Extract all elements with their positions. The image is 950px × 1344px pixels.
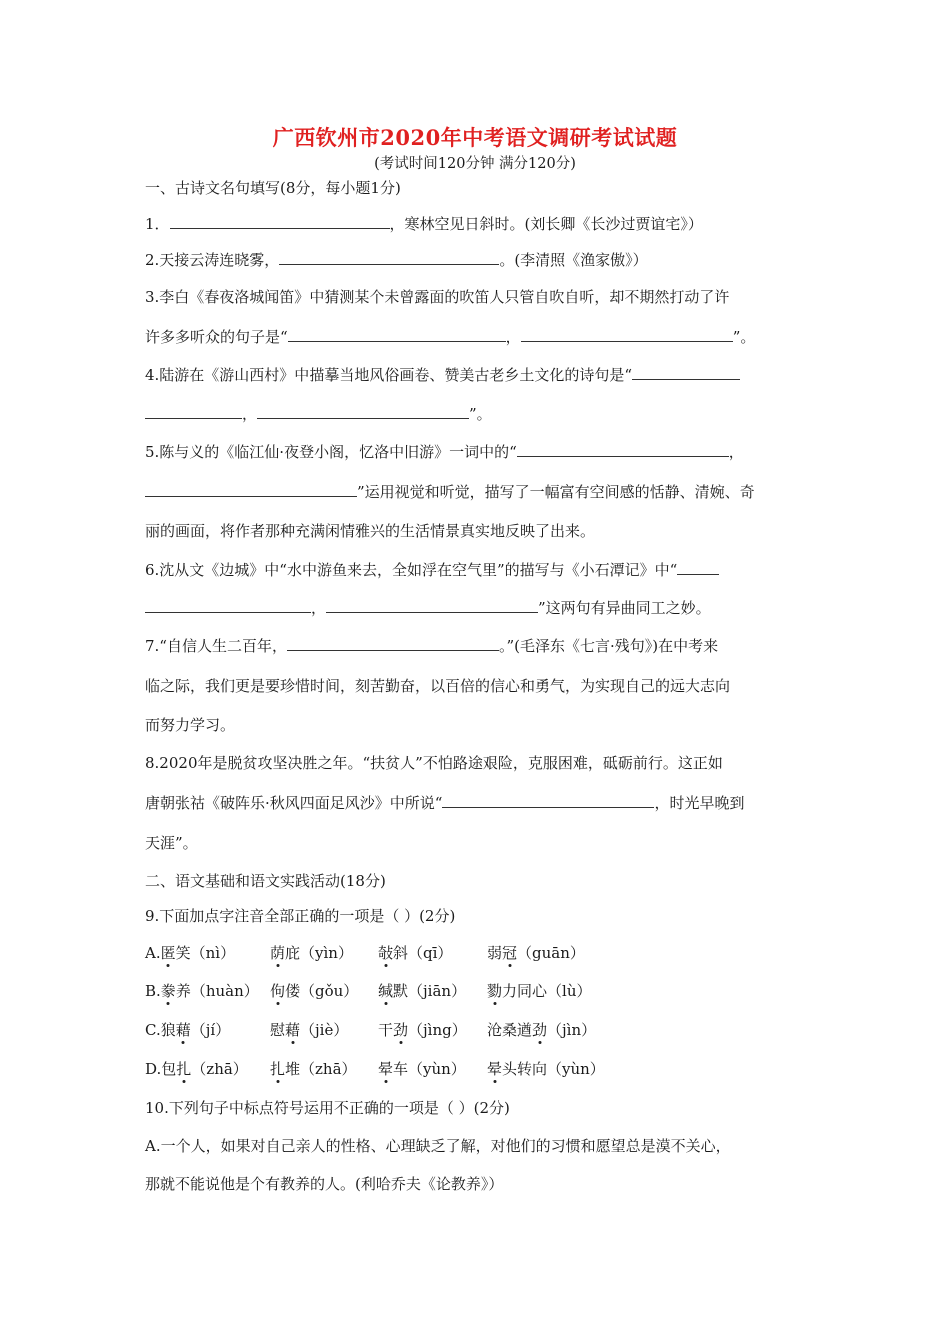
pinyin-text: 斜（qī） [393,944,453,962]
pinyin-text: 庇（yìn） [285,944,353,962]
q6-separator: ， [311,599,327,617]
dotted-character: 藉 [285,1021,301,1039]
answer-blank[interactable] [170,214,390,229]
q5-separator: ， [728,443,744,461]
word-part: 包 [161,1060,177,1078]
answer-blank[interactable] [677,560,719,575]
q3-separator: ， [505,328,521,346]
option-b-item [487,981,591,1001]
question-1 [145,214,815,234]
question-5-line2 [145,482,815,502]
option-b-item [378,981,466,1001]
question-7-line2: 临之际，我们更是要珍惜时间，刻苦勤奋，以百倍的信心和勇气，为实现自己的远大志向 [145,677,731,695]
dotted-character: 冠 [502,944,518,962]
answer-blank[interactable] [442,793,654,808]
dotted-character: 劲 [393,1021,409,1039]
option-d-item [270,1059,357,1079]
pinyin-text: （jìn） [547,1021,597,1039]
answer-blank[interactable] [521,327,733,342]
section2-heading: 二、语文基础和语文实践活动(18分) [145,872,386,890]
q1-number: 1． [145,215,170,233]
pinyin-text: 力同心（lù） [502,982,592,1000]
option-label: A. [145,944,161,962]
exam-info: (考试时间120分钟 满分120分) [374,156,576,172]
q6-text: 6.沈从文《边城》中“水中游鱼来去，全如浮在空气里”的描写与《小石潭记》中“ [145,561,678,579]
question-3-line2 [145,327,815,347]
option-a-item [487,943,585,963]
question-8-line3: 天涯”。 [145,834,198,852]
q4-separator: ， [242,405,258,423]
question-10-option-a-line2: 那就不能说他是个有教养的人。(利哈乔夫《论教养》） [145,1175,504,1193]
q4-text-post: ”。 [469,405,492,423]
dotted-character: 扎 [270,1060,286,1078]
answer-blank[interactable] [288,327,506,342]
q7-text-pre: 7.“自信人生二百年， [145,637,287,655]
dotted-character: 豢 [160,982,176,1000]
word-part: 慰 [270,1021,286,1039]
question-3-line1: 3.李白《春夜洛城闻笛》中猜测某个未曾露面的吹笛人只管自吹自听，却不期然打动了许 [145,288,730,306]
option-label: D. [145,1060,162,1078]
q7-text-post: 。”(毛泽东《七言·残句》)在中考来 [498,637,719,655]
question-5-line1 [145,442,815,462]
pinyin-text: 车（yùn） [393,1060,466,1078]
q3-text-pre: 许多多听众的句子是“ [145,328,288,346]
pinyin-text: 笑（nì） [175,944,236,962]
question-4-line1 [145,365,815,385]
dotted-character: 勠 [487,982,503,1000]
q6-text-post: ”这两句有异曲同工之妙。 [538,599,711,617]
option-a-item [378,943,452,963]
answer-blank[interactable] [287,636,499,651]
pinyin-text: 默（jiān） [393,982,467,1000]
question-6-line1 [145,560,815,580]
pinyin-text: 头转向（yùn） [502,1060,605,1078]
pinyin-text: 堆（zhā） [285,1060,357,1078]
option-label: C. [145,1021,161,1039]
q2-text-post: 。(李清照《渔家傲》） [499,251,648,269]
dotted-character: 敧 [378,944,394,962]
q3-text-post: ”。 [732,328,756,346]
q5-text: 5.陈与义的《临江仙·夜登小阁，忆洛中旧游》一词中的“ [145,443,517,461]
page-title: 广西钦州市2020年中考语文调研考试试题 [272,125,678,150]
dotted-character: 缄 [378,982,394,1000]
answer-blank[interactable] [279,250,499,265]
question-8-line1: 8.2020年是脱贫攻坚决胜之年。“扶贫人”不怕路途艰险，克服困难，砥砺前行。这正如 [145,754,723,772]
question-2 [145,250,815,270]
question-10-option-a-line1: A.一个人，如果对自己亲人的性格、心理缺乏了解，对他们的习惯和愿望总是漠不关心， [145,1137,731,1155]
option-c-item [487,1020,596,1040]
pinyin-text: 养（huàn） [175,982,259,1000]
dotted-character: 藉 [175,1021,191,1039]
dotted-character: 佝 [270,982,286,1000]
q8-text-pre: 唐朝张祜《破阵乐·秋风四面足风沙》中所说“ [145,794,443,812]
option-b-item [270,981,358,1001]
dotted-character: 晕 [487,1060,503,1078]
q2-text-pre: 2.天接云涛连晓雾， [145,251,280,269]
q1-text: ，寒林空见日斜时。(刘长卿《长沙过贾谊宅》） [389,215,703,233]
pinyin-text: （jiè） [300,1021,349,1039]
question-5-line3: 丽的画面，将作者那种充满闲情雅兴的生活情景真实地反映了出来。 [145,522,596,540]
answer-blank[interactable] [145,404,242,419]
answer-blank[interactable] [145,482,357,497]
word-part: 沧桑遒 [487,1021,533,1039]
word-part: 狼 [160,1021,176,1039]
dotted-character: 扎 [176,1060,192,1078]
question-10-stem: 10.下列句子中标点符号运用不正确的一项是（ ）(2分) [145,1099,510,1117]
question-7-line1 [145,636,815,656]
answer-blank[interactable] [326,598,538,613]
option-d-item [378,1059,466,1079]
option-c-item [270,1020,348,1040]
option-b-item [145,981,259,1001]
option-d-item [145,1059,248,1079]
answer-blank[interactable] [145,598,311,613]
dotted-character: 晕 [378,1060,394,1078]
answer-blank[interactable] [632,365,740,380]
pinyin-text: （jí） [190,1021,231,1039]
pinyin-text: （zhā） [191,1060,248,1078]
section1-heading: 一、古诗文名句填写(8分，每小题1分) [145,179,401,197]
option-c-item [378,1020,467,1040]
question-8-line2 [145,793,815,813]
question-9-stem: 9.下面加点字注音全部正确的一项是（ ）(2分) [145,907,456,925]
option-label: B. [145,982,161,1000]
question-6-line2 [145,598,815,618]
pinyin-text: 偻（gǒu） [285,982,359,1000]
option-a-item [270,943,353,963]
word-part: 干 [378,1021,394,1039]
question-7-line3: 而努力学习。 [145,716,236,734]
answer-blank[interactable] [517,442,729,457]
dotted-character: 劲 [532,1021,548,1039]
q5-text-post: ”运用视觉和听觉，描写了一幅富有空间感的恬静、清婉、奇 [357,483,755,501]
dotted-character: 匿 [160,944,176,962]
pinyin-text: （jìng） [408,1021,467,1039]
pinyin-text: （guān） [517,944,585,962]
question-4-line2 [145,404,815,424]
word-part: 弱 [487,944,503,962]
option-a-item [145,943,235,963]
q8-text-post: ，时光早晚到 [654,794,745,812]
q4-text: 4.陆游在《游山西村》中描摹当地风俗画卷、赞美古老乡土文化的诗句是“ [145,366,632,384]
option-d-item [487,1059,605,1079]
answer-blank[interactable] [257,404,469,419]
option-c-item [145,1020,230,1040]
dotted-character: 荫 [270,944,286,962]
